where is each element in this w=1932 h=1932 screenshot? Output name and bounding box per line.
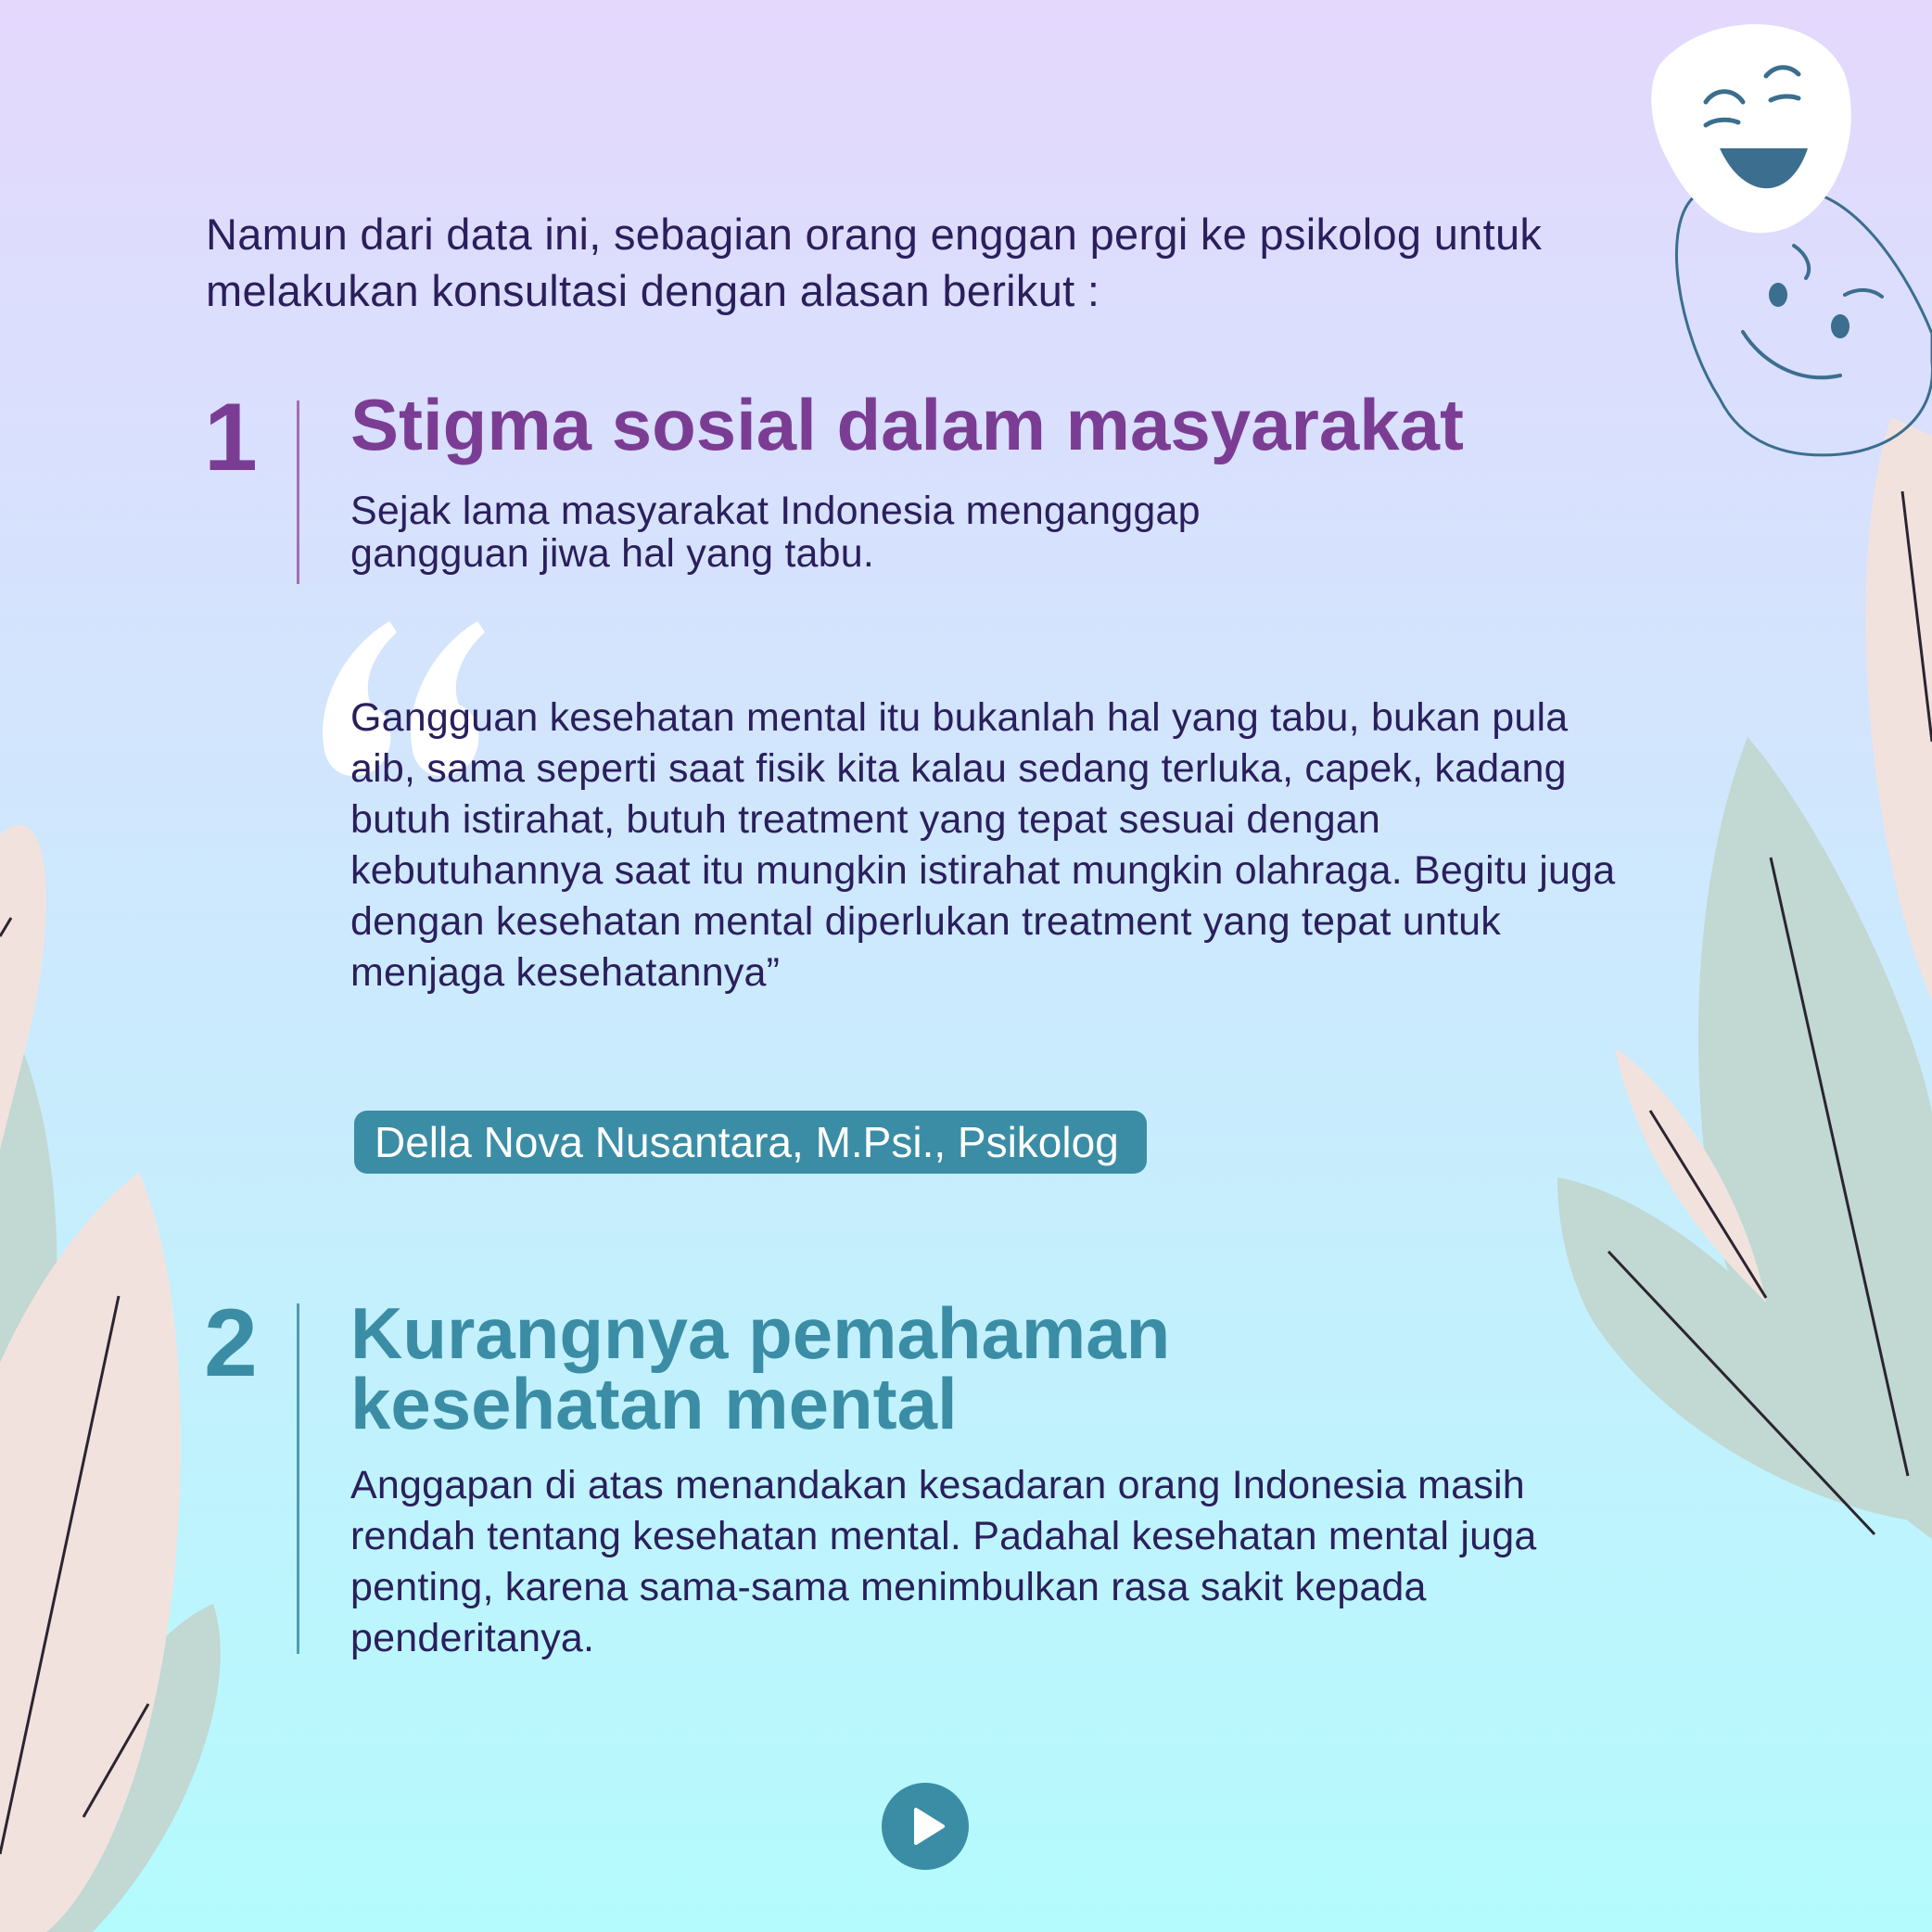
reason-number-2: 2: [204, 1290, 258, 1397]
reason-title-1: Stigma sosial dalam masyarakat: [350, 384, 1464, 465]
divider-line: [297, 1303, 299, 1654]
play-arrow-icon: [882, 1783, 969, 1870]
next-slide-button[interactable]: [882, 1783, 969, 1870]
divider-line: [297, 400, 299, 584]
quote-attribution-badge: Della Nova Nusantara, M.Psi., Psikolog: [354, 1111, 1147, 1174]
reason-description-2: Anggapan di atas menandakan kesadaran orang Indonesia masih rendah tentang kesehatan mental. Padahal kesehatan mental juga penting, karena sama-sama menimbulkan rasa sakit kepada penderitanya.: [350, 1463, 1537, 1660]
intro-text: Namun dari data ini, sebagian orang enggan pergi ke psikolog untuk melakukan konsultasi dengan alasan berikut :: [206, 210, 1543, 315]
reason-title-2: Kurangnya pemahaman kesehatan mental: [350, 1292, 1171, 1444]
reason-description-1: Sejak lama masyarakat Indonesia menganggap gangguan jiwa hal yang tabu.: [350, 489, 1201, 576]
quote-text: Gangguan kesehatan mental itu bukanlah hal yang tabu, bukan pula aib, sama seperti saat fisik kita kalau sedang terluka, capek, kadang butuh istirahat, butuh treatment yang tepat sesuai dengan kebutuhannya saat itu mungkin istirahat mungkin olahraga. Begitu juga dengan kesehatan mental diperlukan treatment yang tepat untuk menjaga kesehatannya”: [350, 695, 1616, 995]
reason-number-1: 1: [204, 384, 258, 491]
